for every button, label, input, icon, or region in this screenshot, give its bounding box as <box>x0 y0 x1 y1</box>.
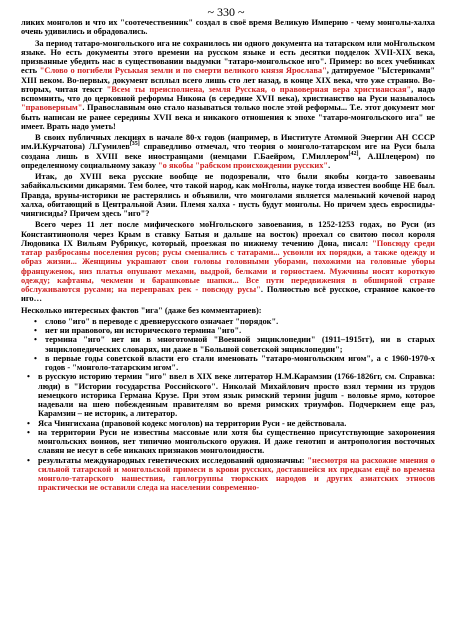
paragraph-continuation: ликих монголов и что их "соотечественник" создал в своё время Великую Империю - чему монголы-халха очень удивились и обрадовались. <box>21 18 435 37</box>
page-number: ~ 330 ~ <box>207 5 245 19</box>
facts-list <box>21 317 435 373</box>
list-item: • нет ни правового, ни исторического термина "иго". <box>21 326 435 335</box>
list-item: • слово "иго" в переводе с древнерусского означает "порядок". <box>21 317 435 326</box>
text-run: . Православным оно стало называться только после этой реформы... Т.е. этот документ мог быть написан не ранее середины XVII века и никакого отношения к эпохе "татаро-монгольского ига" не имеет. Врать надо уметь! <box>21 103 435 131</box>
text-run: . Полностью всё русское, странное какое-то иго… <box>21 285 436 304</box>
list-item: • в первые годы советской власти его стали именовать "татаро-монгольским игом", а с 1960-1970-х годов - "монголо-татарским игом". <box>21 354 435 373</box>
quote-slovo-o-pogibeli: "Слово о погибели Руськыя земли и по смерти великого князя Ярослава" <box>39 66 327 76</box>
quote-genetics: "несмотря на расхожие мнения о сильной татарской и монгольской примеси в крови русских, доставшейся их предкам ещё во времена монголо-татарского нашествия, гаплогруппы тюркских народов и других азиатских этносов практически не оставили следа на населении современно- <box>38 455 435 493</box>
text-run: . <box>328 160 331 170</box>
paragraph-gumilev <box>21 133 435 170</box>
list-item <box>21 456 435 493</box>
text-run: , надо вспомнить, что до церковной реформы Никона (в середине XVII века), христианство на Руси называлось <box>21 84 436 103</box>
quote-vsem-ty-preispolnena: "Всем ты преисполнена, земля Русская, о правоверная вера христианская" <box>106 84 412 94</box>
quote-rubrikus: "Повсюду среди татар разбросаны поселения русов; русы смешались с татарами... усвоили их порядки, а также одежду и образ жизни... Женщины украшают свои головы головными уборами, похожими на головные уборы француженок, низ платья опушают мехами, выдрой, белками и горностаем. Мужчины носят короткую одежду; кафтаны, чекмени и барашковые шапки... Все пути передвижения в обширной стране обслуживаются русами; на переправах рек - повсюду русы" <box>21 238 436 294</box>
paragraph-xviii-century: Итак, до XVIII века русские вообще не подозревали, что были якобы когда-то завоеваны забайкальскими дикарями. Тем более, что такой народ, как моНголы, науке тогда известен вообще НЕ был. Правда, вруны-историки не растерялись и объявили, что монголами является маленький кочевой народ халха, обитающий в Центральной Азии. Племя халха - пусть будут монголы. Но причем здесь евроспиды-чингисиды? Причем здесь "иго"? <box>21 172 435 218</box>
list-item: • Яса Чингисхана (правовой кодекс моголов) на территории Руси - не действовала. <box>21 419 435 428</box>
list-item: • термина "иго" нет ни в многотомной "Военной энциклопедии" (1911–1915гг), ни в старых энциклопедических словарях, ни даже в "Большой советской энциклопедии"; <box>21 335 435 354</box>
text-run: , датируемое "Ыстерикамн" XIII веком. Во-первых, документ всплыл всего лишь сто лет назад, в конце XIX века, что уже странно. Во-вторых, читая текст <box>21 66 436 94</box>
list-item: • на территории Руси не известны массовые или хотя бы существенно присутствующие захоронения монгольских воинов, нет типично монгольского оружия. И даже генотип и антропология восточных славян не несут в себе никаких признаков монголоидности. <box>21 428 435 456</box>
text-run: Всего через 11 лет после мифического моНгольского завоевания, в 1252-1253 годах, во Руси (из Константинополя через Крым в ставку Батыя и дальше на восток) проехал со свитою посол короля Людовика IX Вильям Рубрикус, который, проезжая по нижнему течению Дона, писал: <box>21 220 435 248</box>
quote-rabskom: "о якобы "рабском происхождении русских" <box>158 160 329 170</box>
footnote-ref: [35] <box>129 141 140 148</box>
text-run: В своих публичных лекциях в начале 80-х годов (например, в Институте Атомной Энергии АН СССР им.И.Курчатова) Л.Гумилев <box>21 133 435 152</box>
paragraph-documents <box>21 39 435 132</box>
facts-intro: Несколько интересных фактов "ига" (даже без комментариев): <box>21 305 262 315</box>
footnote-ref: [42] <box>348 150 359 157</box>
paragraph-rubrikus <box>21 220 435 303</box>
list-item: • в русскую историю термин "иго" ввел в XIX веке литератор Н.М.Карамзин (1766-1826гг, см. Справка: люди) в "Истории государства Российского". Николай Михайлович просто взял термин из трудов немецкого историка Германа Крузе. При этом язык римский термин jugum - воловье ярмо, которое надевали на шею побежденным правителям во время римских триумфов. Подчеркнем еще раз, Карамзин – не историк, а литератор. <box>21 372 435 418</box>
text-run: За период татаро-монгольского ига не сохранилось ни одного документа на татарском или моНгольском языке. Но есть документы этого времени на русском языке и есть десятки подделок XVII-XIX века, призванные убедить нас в существовании выдумки "татаро-монгольское иго". Пример: во всех учебниках есть <box>21 38 435 76</box>
quote-pravovernym: "правоверным" <box>21 103 83 113</box>
text-run: , А.Шлецером) по определенному социальному заказу <box>21 151 435 170</box>
page-body <box>21 18 435 493</box>
text-run: результаты международных генетических исследований однозначны: <box>38 455 308 465</box>
text-run: справедливо отмечал, что теория о монголо-татарском иге на Руси была создана лишь в XVIII веке иностранцами (немцами Г.Баейром, Г.Миллером <box>21 142 435 161</box>
facts-list-2 <box>21 372 435 492</box>
